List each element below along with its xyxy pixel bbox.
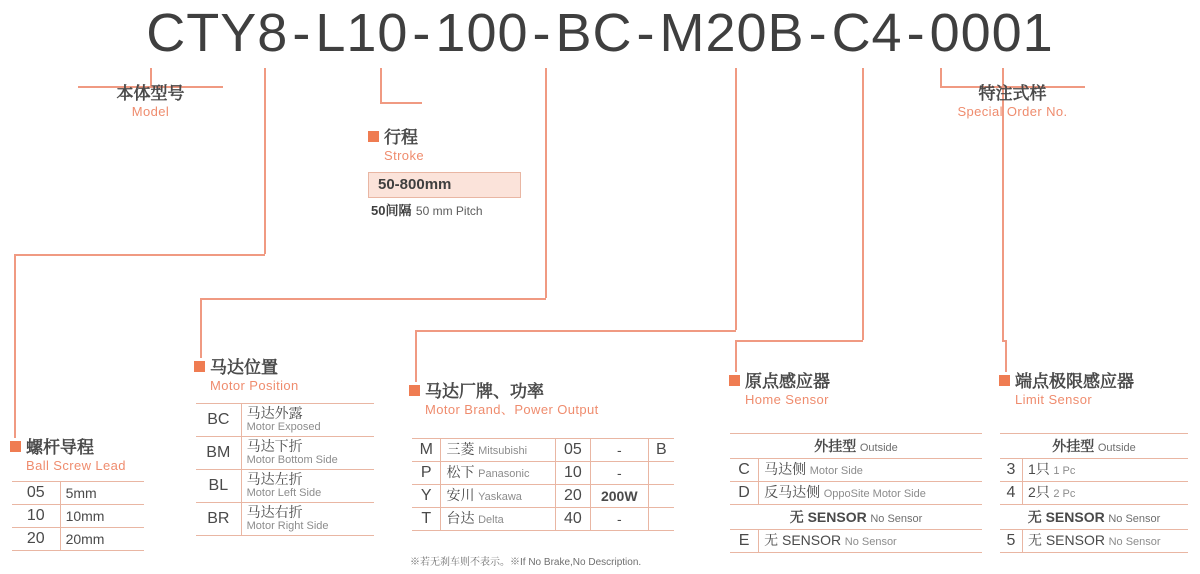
cell-value-en: Motor Side xyxy=(809,465,863,477)
cell-value-text: 20mm xyxy=(65,530,105,547)
band-cn: 无 SENSOR xyxy=(789,509,867,525)
cell-value xyxy=(759,459,982,482)
label-model-en: Model xyxy=(131,104,170,119)
label-limit-sensor-cn xyxy=(999,372,1134,392)
cell-value-en: Motor Exposed xyxy=(246,421,321,433)
cell-key: 10 xyxy=(12,505,60,528)
cell-brand xyxy=(441,439,555,462)
label-motor-brand-cn-text: 马达厂牌、功率 xyxy=(425,382,544,401)
label-limit-sensor-en: Limit Sensor xyxy=(1015,392,1093,407)
motor-brand-note: ※若无刹车则不表示。※If No Brake,No Description. xyxy=(410,557,642,568)
table-row xyxy=(1000,459,1188,482)
table-band-no-sensor xyxy=(1000,505,1188,530)
band-en: No Sensor xyxy=(870,513,923,525)
band-en: No Sensor xyxy=(1108,513,1161,525)
cell-value xyxy=(60,482,144,505)
table-motor-brand xyxy=(412,438,674,531)
cell-key: 20 xyxy=(12,528,60,551)
cell-brand xyxy=(441,485,555,508)
label-stroke-en: Stroke xyxy=(384,148,424,163)
label-motor-brand-cn xyxy=(409,382,599,402)
cell-key: 3 xyxy=(1000,459,1022,482)
label-home-sensor-cn-text: 原点感应器 xyxy=(745,372,830,391)
code-separator: - xyxy=(412,3,432,63)
cell-value-cn: 2只 xyxy=(1027,484,1050,500)
cell-power-text: - xyxy=(616,464,622,481)
leader-line-ball-screw-lead xyxy=(14,254,16,438)
cell-value-cn: 马达下折 xyxy=(246,438,303,454)
code-segment-home-sensor: C4 xyxy=(831,3,903,63)
cell-value-en: Motor Bottom Side xyxy=(246,454,338,466)
label-stroke-cn xyxy=(368,128,424,148)
cell-value-en: No Sensor xyxy=(844,536,897,548)
table-row xyxy=(196,404,374,437)
cell-value xyxy=(241,470,374,503)
cell-power-text: - xyxy=(616,441,622,458)
code-separator: - xyxy=(532,3,552,63)
band-cn: 外挂型 xyxy=(1052,438,1095,454)
cell-brand-en: Yaskawa xyxy=(478,491,522,503)
cell-key: BC xyxy=(196,404,241,437)
label-special-order-cn: 特注式样 xyxy=(978,84,1047,103)
leader-line-stroke xyxy=(380,102,422,104)
label-motor-position-cn xyxy=(194,358,299,378)
cell-value xyxy=(1022,459,1188,482)
cell-brake-key: B xyxy=(648,439,674,462)
cell-value xyxy=(241,437,374,470)
code-segment-motor-brand: M20B xyxy=(659,3,805,63)
cell-brake-key xyxy=(648,508,674,531)
label-model-cn: 本体型号 xyxy=(116,84,185,103)
cell-key: 4 xyxy=(1000,482,1022,505)
cell-key: BL xyxy=(196,470,241,503)
leader-line-stroke xyxy=(380,68,382,102)
code-segment-stroke: 100 xyxy=(435,3,529,63)
bullet-square-icon xyxy=(999,375,1010,386)
cell-power-value xyxy=(590,439,648,462)
cell-value-cn: 马达左折 xyxy=(246,471,303,487)
cell-value xyxy=(759,530,982,553)
label-special-order-en: Special Order No. xyxy=(957,104,1068,119)
table-row xyxy=(412,508,674,531)
table-row xyxy=(1000,482,1188,505)
cell-power-value xyxy=(590,485,648,508)
bullet-square-icon xyxy=(729,375,740,386)
band-cell xyxy=(1000,505,1188,530)
label-ball-screw-lead-en: Ball Screw Lead xyxy=(26,458,126,473)
band-cn: 外挂型 xyxy=(814,438,857,454)
table-row xyxy=(12,528,144,551)
label-limit-sensor-cn-text: 端点极限感应器 xyxy=(1015,372,1134,391)
cell-key: BR xyxy=(196,503,241,536)
cell-key: Y xyxy=(412,485,441,508)
leader-line-limit-sensor xyxy=(1005,340,1007,372)
label-motor-position-en: Motor Position xyxy=(210,378,299,393)
label-model xyxy=(78,84,223,120)
leader-line-ball-screw-lead xyxy=(264,68,266,254)
product-code xyxy=(0,2,1200,64)
leader-line-home-sensor xyxy=(735,340,863,342)
label-ball-screw-lead-cn-text: 螺杆导程 xyxy=(26,438,94,457)
cell-key: E xyxy=(730,530,759,553)
bullet-square-icon xyxy=(409,385,420,396)
code-segment-model: CTY8 xyxy=(146,3,289,63)
table-row xyxy=(1000,530,1188,553)
table-row xyxy=(412,485,674,508)
leader-line-motor-position xyxy=(545,68,547,298)
cell-key: T xyxy=(412,508,441,531)
leader-line-motor-position xyxy=(200,298,202,358)
cell-key: D xyxy=(730,482,759,505)
cell-value xyxy=(60,505,144,528)
cell-power-key: 40 xyxy=(555,508,590,531)
cell-value-en: 2 Pc xyxy=(1053,488,1076,500)
band-cell xyxy=(730,505,982,530)
label-ball-screw-lead xyxy=(10,438,126,474)
cell-value xyxy=(60,528,144,551)
cell-value-cn: 马达右折 xyxy=(246,504,303,520)
leader-line-motor-position xyxy=(200,298,546,300)
cell-brake-key xyxy=(648,462,674,485)
cell-value-en: No Sensor xyxy=(1108,536,1161,548)
cell-brake-key xyxy=(648,485,674,508)
label-special-order xyxy=(940,84,1085,120)
code-separator: - xyxy=(292,3,312,63)
stroke-pitch-cn: 50间隔 xyxy=(371,203,412,218)
table-motor-position xyxy=(196,403,374,536)
label-limit-sensor xyxy=(999,372,1134,408)
cell-brand-cn: 安川 xyxy=(446,487,475,503)
band-en: Outside xyxy=(859,442,898,454)
table-band-outside xyxy=(730,434,982,459)
cell-power-text: - xyxy=(616,510,622,527)
cell-brand-cn: 三菱 xyxy=(446,441,475,457)
label-stroke-cn-text: 行程 xyxy=(384,128,418,147)
cell-value xyxy=(1022,482,1188,505)
band-cn: 无 SENSOR xyxy=(1027,509,1105,525)
label-stroke xyxy=(368,128,424,164)
table-ball-screw-lead xyxy=(12,481,144,551)
table-row xyxy=(12,482,144,505)
label-home-sensor-en: Home Sensor xyxy=(745,392,829,407)
cell-power-text: 200W xyxy=(600,487,638,504)
leader-line-home-sensor xyxy=(862,68,864,340)
cell-value-cn: 无 SENSOR xyxy=(1027,532,1105,548)
table-row xyxy=(196,437,374,470)
leader-line-motor-brand xyxy=(415,330,417,382)
band-cell xyxy=(1000,434,1188,459)
label-motor-brand xyxy=(409,382,599,418)
cell-value-text: 10mm xyxy=(65,507,105,524)
cell-value-en: Motor Right Side xyxy=(246,520,329,532)
cell-key: BM xyxy=(196,437,241,470)
cell-brand-en: Delta xyxy=(478,514,504,526)
bullet-square-icon xyxy=(194,361,205,372)
table-row xyxy=(196,470,374,503)
bullet-square-icon xyxy=(10,441,21,452)
table-band-no-sensor xyxy=(730,505,982,530)
leader-line-ball-screw-lead xyxy=(14,254,265,256)
cell-power-key: 05 xyxy=(555,439,590,462)
cell-value-en: OppoSite Motor Side xyxy=(823,488,926,500)
table-row xyxy=(196,503,374,536)
cell-value xyxy=(1022,530,1188,553)
cell-value-en: Motor Left Side xyxy=(246,487,322,499)
table-band-outside xyxy=(1000,434,1188,459)
cell-value xyxy=(241,404,374,437)
cell-power-value xyxy=(590,462,648,485)
cell-key: C xyxy=(730,459,759,482)
cell-brand xyxy=(441,508,555,531)
table-row xyxy=(730,459,982,482)
stroke-range-box: 50-800mm xyxy=(368,172,521,198)
label-home-sensor xyxy=(729,372,830,408)
table-row xyxy=(730,482,982,505)
cell-value-cn: 马达侧 xyxy=(764,461,807,477)
cell-value-cn: 无 SENSOR xyxy=(764,532,842,548)
code-separator: - xyxy=(906,3,926,63)
table-row xyxy=(412,439,674,462)
cell-brand-cn: 台达 xyxy=(446,510,475,526)
cell-power-key: 20 xyxy=(555,485,590,508)
code-segment-special: 0001 xyxy=(929,3,1054,63)
cell-brand-en: Panasonic xyxy=(478,468,530,480)
leader-line-motor-brand xyxy=(415,330,736,332)
cell-value-cn: 1只 xyxy=(1027,461,1050,477)
cell-key: 05 xyxy=(12,482,60,505)
cell-value-cn: 马达外露 xyxy=(246,405,303,421)
code-separator: - xyxy=(636,3,656,63)
cell-value-text: 5mm xyxy=(65,484,97,501)
cell-value-cn: 反马达侧 xyxy=(764,484,821,500)
cell-brand-cn: 松下 xyxy=(446,464,475,480)
cell-key: 5 xyxy=(1000,530,1022,553)
table-row xyxy=(730,530,982,553)
code-segment-motor-position: BC xyxy=(555,3,633,63)
cell-value xyxy=(759,482,982,505)
cell-brand xyxy=(441,462,555,485)
cell-key: M xyxy=(412,439,441,462)
cell-power-key: 10 xyxy=(555,462,590,485)
cell-value-en: 1 Pc xyxy=(1053,465,1076,477)
cell-value xyxy=(241,503,374,536)
table-row xyxy=(412,462,674,485)
cell-key: P xyxy=(412,462,441,485)
leader-line-home-sensor xyxy=(735,340,737,372)
label-motor-brand-en: Motor Brand、Power Output xyxy=(425,402,599,417)
label-motor-position-cn-text: 马达位置 xyxy=(210,358,278,377)
cell-brand-en: Mitsubishi xyxy=(478,445,528,457)
label-motor-position xyxy=(194,358,299,394)
stroke-pitch-en: 50 mm Pitch xyxy=(415,204,483,218)
stroke-pitch-note xyxy=(371,200,483,220)
leader-line-motor-brand xyxy=(735,68,737,330)
cell-power-value xyxy=(590,508,648,531)
code-separator: - xyxy=(808,3,828,63)
table-home-sensor xyxy=(730,433,982,553)
table-limit-sensor xyxy=(1000,433,1188,553)
band-en: Outside xyxy=(1097,442,1136,454)
band-cell xyxy=(730,434,982,459)
label-home-sensor-cn xyxy=(729,372,830,392)
label-ball-screw-lead-cn xyxy=(10,438,126,458)
table-row xyxy=(12,505,144,528)
bullet-square-icon xyxy=(368,131,379,142)
code-segment-lead: L10 xyxy=(315,3,409,63)
